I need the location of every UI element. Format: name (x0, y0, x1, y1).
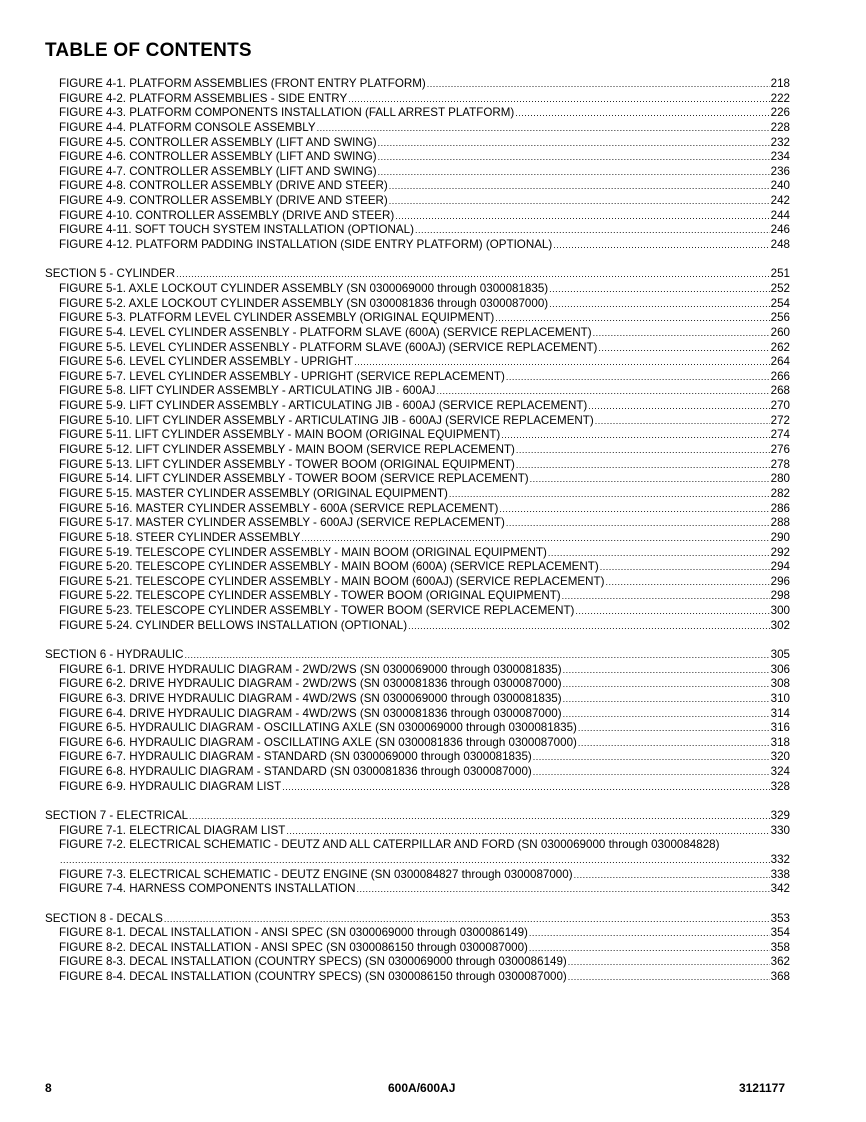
leader-dots (593, 326, 770, 341)
toc-page: 252 (770, 281, 790, 295)
toc-page: 270 (770, 399, 790, 413)
leader-dots (378, 136, 770, 151)
toc-page: 292 (770, 545, 790, 559)
figures-section-7 (45, 824, 790, 897)
leader-dots (595, 414, 770, 429)
toc-entry[interactable] (45, 868, 790, 883)
toc-label: FIGURE 6-2. DRIVE HYDRAULIC DIAGRAM - 2WD/2WS (SN 0300081836 through 0300087000) (59, 677, 562, 691)
toc-label: FIGURE 6-6. HYDRAULIC DIAGRAM - OSCILLATING AXLE (SN 0300081836 through 0300087000) (59, 735, 577, 749)
toc-entry[interactable] (45, 194, 790, 209)
leader-dots (600, 560, 770, 575)
toc-label: FIGURE 4-2. PLATFORM ASSEMBLIES - SIDE ENTRY (59, 91, 348, 105)
toc-page: 242 (770, 194, 790, 208)
toc-entry[interactable] (45, 721, 790, 736)
toc-section-5[interactable] (45, 267, 790, 282)
toc-entry[interactable] (45, 223, 790, 238)
leader-dots (578, 736, 770, 751)
toc-page: 264 (770, 355, 790, 369)
figures-section-5 (45, 282, 790, 633)
toc-page: 251 (770, 267, 790, 281)
toc-page: 342 (770, 882, 790, 896)
toc-entry-7-2-continuation (59, 853, 790, 868)
toc-label: FIGURE 5-4. LEVEL CYLINDER ASSENBLY - PLATFORM SLAVE (600A) (SERVICE REPLACEMENT) (59, 325, 592, 339)
toc-entry[interactable] (45, 106, 790, 121)
toc-label: FIGURE 5-16. MASTER CYLINDER ASSEMBLY - 600A (SERVICE REPLACEMENT) (59, 501, 499, 515)
toc-label: FIGURE 5-3. PLATFORM LEVEL CYLINDER ASSEMBLY (ORIGINAL EQUIPMENT) (59, 311, 495, 325)
leader-dots (563, 663, 770, 678)
toc-page: 306 (770, 662, 790, 676)
toc-label: FIGURE 4-5. CONTROLLER ASSEMBLY (LIFT AND SWING) (59, 135, 377, 149)
toc-label: FIGURE 4-4. PLATFORM CONSOLE ASSEMBLY (59, 120, 316, 134)
leader-dots (553, 238, 769, 253)
toc-entry[interactable] (45, 136, 790, 151)
toc-entry[interactable] (45, 150, 790, 165)
toc-label: FIGURE 6-3. DRIVE HYDRAULIC DIAGRAM - 4WD/2WS (SN 0300069000 through 0300081835) (59, 691, 562, 705)
leader-dots (506, 370, 770, 385)
toc-entry[interactable] (45, 326, 790, 341)
toc-label: FIGURE 5-18. STEER CYLINDER ASSEMBLY (59, 530, 301, 544)
leader-dots (415, 223, 770, 238)
toc-page: 328 (770, 779, 790, 793)
toc-label: FIGURE 5-2. AXLE LOCKOUT CYLINDER ASSEMBLY (SN 0300081836 through 0300087000) (59, 296, 549, 310)
toc-entry[interactable] (45, 560, 790, 575)
toc-entry[interactable] (45, 472, 790, 487)
toc-label: FIGURE 5-22. TELESCOPE CYLINDER ASSEMBLY - TOWER BOOM (ORIGINAL EQUIPMENT) (59, 589, 561, 603)
leader-dots (568, 970, 770, 985)
leader-dots (378, 165, 770, 180)
toc-entry[interactable] (45, 311, 790, 326)
leader-dots (378, 150, 770, 165)
toc-label: FIGURE 5-14. LIFT CYLINDER ASSEMBLY - TOWER BOOM (SERVICE REPLACEMENT) (59, 472, 529, 486)
toc-page: 298 (770, 589, 790, 603)
toc-page: 320 (770, 750, 790, 764)
toc-page: 338 (770, 867, 790, 881)
footer-page-number: 8 (45, 1081, 52, 1095)
toc-label: FIGURE 8-1. DECAL INSTALLATION - ANSI SPEC (SN 0300069000 through 0300086149) (59, 926, 528, 940)
toc-page: 234 (770, 150, 790, 164)
footer-doc-number: 3121177 (738, 1081, 785, 1095)
toc-label: FIGURE 5-20. TELESCOPE CYLINDER ASSEMBLY - MAIN BOOM (600A) (SERVICE REPLACEMENT) (59, 560, 599, 574)
toc-label: FIGURE 6-7. HYDRAULIC DIAGRAM - STANDARD (SN 0300069000 through 0300081835) (59, 750, 532, 764)
toc-label: FIGURE 4-8. CONTROLLER ASSEMBLY (DRIVE AND STEER) (59, 179, 388, 193)
toc-entry[interactable] (45, 282, 790, 297)
toc-page: 308 (770, 677, 790, 691)
toc-entry[interactable] (45, 355, 790, 370)
leader-dots (282, 780, 769, 795)
toc-page: 268 (770, 384, 790, 398)
toc-label: SECTION 8 - DECALS (45, 911, 163, 925)
toc-label: FIGURE 7-3. ELECTRICAL SCHEMATIC - DEUTZ ENGINE (SN 0300084827 through 0300087000) (59, 867, 573, 881)
toc-label: FIGURE 5-23. TELESCOPE CYLINDER ASSEMBLY - TOWER BOOM (SERVICE REPLACEMENT) (59, 604, 575, 618)
toc-label: FIGURE 4-1. PLATFORM ASSEMBLIES (FRONT ENTRY PLATFORM) (59, 77, 426, 90)
toc-entry[interactable] (45, 92, 790, 107)
toc-entry[interactable] (45, 399, 790, 414)
toc-entry[interactable] (45, 780, 790, 795)
toc-page: 286 (770, 501, 790, 515)
leader-dots (578, 721, 770, 736)
toc-page: 272 (770, 413, 790, 427)
toc-label: FIGURE 6-1. DRIVE HYDRAULIC DIAGRAM - 2WD/2WS (SN 0300069000 through 0300081835) (59, 662, 562, 676)
leader-dots (176, 267, 770, 282)
toc-entry[interactable] (45, 297, 790, 312)
toc-label: FIGURE 5-21. TELESCOPE CYLINDER ASSEMBLY - MAIN BOOM (600AJ) (SERVICE REPLACEMENT) (59, 574, 605, 588)
toc-page: 254 (770, 296, 790, 310)
toc-label: FIGURE 4-11. SOFT TOUCH SYSTEM INSTALLATION (OPTIONAL) (59, 223, 414, 237)
toc-entry[interactable] (45, 970, 790, 985)
toc-entry[interactable] (45, 121, 790, 136)
toc-entry[interactable] (45, 77, 790, 92)
toc-entry[interactable] (45, 765, 790, 780)
leader-dots (516, 443, 770, 458)
toc-page: 310 (770, 691, 790, 705)
toc-label: FIGURE 6-8. HYDRAULIC DIAGRAM - STANDARD (SN 0300081836 through 0300087000) (59, 765, 532, 779)
toc-page: 302 (770, 618, 790, 632)
toc-page: 358 (770, 940, 790, 954)
toc-page: 222 (770, 91, 790, 105)
toc-page: 288 (770, 516, 790, 530)
leader-dots (530, 472, 770, 487)
toc-entry[interactable] (45, 619, 790, 634)
leader-dots (529, 926, 770, 941)
toc-label: FIGURE 5-10. LIFT CYLINDER ASSEMBLY - ARTICULATING JIB - 600AJ (SERVICE REPLACEMENT) (59, 413, 594, 427)
toc-label: FIGURE 5-1. AXLE LOCKOUT CYLINDER ASSEMBLY (SN 0300069000 through 0300081835) (59, 281, 549, 295)
toc-entry[interactable] (45, 955, 790, 970)
leader-dots (563, 677, 770, 692)
toc-entry[interactable] (45, 663, 790, 678)
toc-page: 256 (770, 311, 790, 325)
toc-page: 330 (770, 823, 790, 837)
leader-dots (588, 399, 769, 414)
toc-entry[interactable] (45, 341, 790, 356)
toc-page: 314 (770, 706, 790, 720)
leader-dots (515, 106, 769, 121)
toc-label: FIGURE 5-13. LIFT CYLINDER ASSEMBLY - TOWER BOOM (ORIGINAL EQUIPMENT) (59, 457, 515, 471)
toc-page: 232 (770, 135, 790, 149)
toc-page: 290 (770, 530, 790, 544)
toc-label: FIGURE 5-15. MASTER CYLINDER ASSEMBLY (ORIGINAL EQUIPMENT) (59, 486, 448, 500)
toc-entry[interactable] (45, 531, 790, 546)
toc-entry[interactable] (45, 546, 790, 561)
toc-page: 240 (770, 179, 790, 193)
leader-dots (395, 209, 769, 224)
toc-label: FIGURE 8-3. DECAL INSTALLATION (COUNTRY SPECS) (SN 0300069000 through 0300086149) (59, 955, 567, 969)
toc-section-7[interactable] (45, 809, 790, 824)
figures-section-4 (45, 77, 790, 253)
toc-entry[interactable] (45, 179, 790, 194)
toc-entry-7-2[interactable] (45, 838, 790, 867)
leader-dots (60, 853, 770, 868)
toc-label: SECTION 7 - ELECTRICAL (45, 809, 189, 823)
toc-section-6[interactable] (45, 648, 790, 663)
toc-entry[interactable] (45, 589, 790, 604)
leader-dots (563, 707, 770, 722)
toc-page: 354 (770, 926, 790, 940)
toc-page: 305 (770, 647, 790, 661)
toc-entry[interactable] (45, 209, 790, 224)
toc-label: FIGURE 8-4. DECAL INSTALLATION (COUNTRY SPECS) (SN 0300086150 through 0300087000) (59, 970, 567, 984)
toc-entry[interactable] (45, 370, 790, 385)
toc-label: FIGURE 5-5. LEVEL CYLINDER ASSENBLY - PLATFORM SLAVE (600AJ) (SERVICE REPLACEMENT) (59, 340, 598, 354)
footer-model: 600A/600AJ (388, 1081, 456, 1095)
toc-page: 274 (770, 428, 790, 442)
toc-entry-7-1[interactable] (45, 824, 790, 839)
toc-entry[interactable] (45, 502, 790, 517)
toc-label: FIGURE 5-11. LIFT CYLINDER ASSEMBLY - MAIN BOOM (ORIGINAL EQUIPMENT) (59, 428, 501, 442)
leader-dots (427, 77, 770, 92)
leader-dots (189, 809, 770, 824)
toc-entry[interactable] (45, 516, 790, 531)
toc-page: 324 (770, 765, 790, 779)
toc-label: FIGURE 4-12. PLATFORM PADDING INSTALLATION (SIDE ENTRY PLATFORM) (OPTIONAL) (59, 238, 553, 252)
toc-page: 280 (770, 472, 790, 486)
figures-section-7b (45, 868, 790, 897)
toc-entry[interactable] (45, 575, 790, 590)
leader-dots (185, 648, 770, 663)
leader-dots (389, 179, 770, 194)
toc-entry[interactable] (45, 414, 790, 429)
toc-label: FIGURE 5-17. MASTER CYLINDER ASSEMBLY - 600AJ (SERVICE REPLACEMENT) (59, 516, 505, 530)
toc-page: 300 (770, 604, 790, 618)
toc-entry[interactable] (45, 165, 790, 180)
toc-label: FIGURE 4-7. CONTROLLER ASSEMBLY (LIFT AND SWING) (59, 164, 377, 178)
toc-section-8[interactable] (45, 912, 790, 927)
page-footer (45, 1081, 785, 1097)
leader-dots (549, 297, 770, 312)
toc-label: FIGURE 5-7. LEVEL CYLINDER ASSEMBLY - UPRIGHT (SERVICE REPLACEMENT) (59, 369, 505, 383)
toc-label: FIGURE 5-12. LIFT CYLINDER ASSEMBLY - MAIN BOOM (SERVICE REPLACEMENT) (59, 443, 515, 457)
toc-page: 260 (770, 325, 790, 339)
toc-label: FIGURE 8-2. DECAL INSTALLATION - ANSI SPEC (SN 0300086150 through 0300087000) (59, 940, 528, 954)
leader-dots (495, 311, 769, 326)
toc-page: 236 (770, 164, 790, 178)
toc-label: FIGURE 6-9. HYDRAULIC DIAGRAM LIST (59, 779, 282, 793)
toc-entry[interactable] (45, 941, 790, 956)
toc-page: 228 (770, 120, 790, 134)
toc-entry[interactable] (45, 238, 790, 253)
toc-label: FIGURE 5-24. CYLINDER BELLOWS INSTALLATION (OPTIONAL) (59, 618, 408, 632)
leader-dots (449, 487, 770, 502)
leader-dots (354, 355, 769, 370)
leader-dots (529, 941, 770, 956)
toc-label: FIGURE 4-9. CONTROLLER ASSEMBLY (DRIVE AND STEER) (59, 194, 388, 208)
toc-page: 318 (770, 735, 790, 749)
toc-page: 294 (770, 560, 790, 574)
leader-dots (574, 868, 770, 883)
leader-dots (516, 458, 770, 473)
toc-entry[interactable] (45, 926, 790, 941)
toc-label: FIGURE 5-6. LEVEL CYLINDER ASSEMBLY - UPRIGHT (59, 355, 354, 369)
leader-dots (562, 589, 770, 604)
toc-page: 332 (770, 852, 790, 866)
toc-label: FIGURE 4-6. CONTROLLER ASSEMBLY (LIFT AND SWING) (59, 150, 377, 164)
leader-dots (164, 912, 770, 927)
leader-dots (549, 282, 770, 297)
toc-page: 316 (770, 721, 790, 735)
toc-entry[interactable] (45, 692, 790, 707)
figures-section-8 (45, 926, 790, 985)
toc-list (45, 77, 790, 985)
toc-page: 248 (770, 238, 790, 252)
toc-entry[interactable] (45, 428, 790, 443)
toc-label: FIGURE 5-19. TELESCOPE CYLINDER ASSEMBLY - MAIN BOOM (ORIGINAL EQUIPMENT) (59, 545, 547, 559)
figures-section-6 (45, 663, 790, 795)
toc-label: FIGURE 4-3. PLATFORM COMPONENTS INSTALLATION (FALL ARREST PLATFORM) (59, 106, 515, 120)
toc-entry[interactable] (45, 882, 790, 897)
toc-label: FIGURE 7-2. ELECTRICAL SCHEMATIC - DEUTZ AND ALL CATERPILLAR AND FORD (SN 0300069000 through 0300084828) (59, 838, 720, 852)
toc-page: 353 (770, 911, 790, 925)
leader-dots (575, 604, 769, 619)
toc-entry[interactable] (45, 736, 790, 751)
leader-dots (568, 955, 770, 970)
toc-label: FIGURE 6-4. DRIVE HYDRAULIC DIAGRAM - 4WD/2WS (SN 0300081836 through 0300087000) (59, 706, 562, 720)
leader-dots (348, 92, 769, 107)
leader-dots (436, 384, 769, 399)
toc-label: FIGURE 5-9. LIFT CYLINDER ASSEMBLY - ARTICULATING JIB - 600AJ (SERVICE REPLACEMENT) (59, 399, 588, 413)
leader-dots (501, 428, 769, 443)
toc-label: FIGURE 5-8. LIFT CYLINDER ASSEMBLY - ARTICULATING JIB - 600AJ (59, 384, 436, 398)
toc-page: 282 (770, 486, 790, 500)
leader-dots (357, 882, 770, 897)
toc-page: 218 (770, 77, 790, 90)
toc-page: 246 (770, 223, 790, 237)
toc-label: FIGURE 4-10. CONTROLLER ASSEMBLY (DRIVE AND STEER) (59, 208, 395, 222)
toc-page: 362 (770, 955, 790, 969)
toc-entry[interactable] (45, 384, 790, 399)
leader-dots (563, 692, 770, 707)
toc-entry[interactable] (45, 707, 790, 722)
toc-page: 276 (770, 443, 790, 457)
toc-label: FIGURE 7-1. ELECTRICAL DIAGRAM LIST (59, 823, 286, 837)
leader-dots (389, 194, 770, 209)
toc-entry[interactable] (45, 443, 790, 458)
leader-dots (301, 531, 769, 546)
toc-page: 278 (770, 457, 790, 471)
leader-dots (408, 619, 770, 634)
leader-dots (548, 546, 770, 561)
leader-dots (506, 516, 770, 531)
leader-dots (533, 750, 770, 765)
toc-entry[interactable] (45, 677, 790, 692)
leader-dots (499, 502, 769, 517)
leader-dots (605, 575, 769, 590)
toc-page: 296 (770, 574, 790, 588)
leader-dots (317, 121, 770, 136)
toc-label: SECTION 5 - CYLINDER (45, 267, 176, 281)
toc-label: FIGURE 7-4. HARNESS COMPONENTS INSTALLATION (59, 882, 356, 896)
page-title: TABLE OF CONTENTS (45, 40, 252, 61)
toc-entry[interactable] (45, 604, 790, 619)
leader-dots (533, 765, 770, 780)
toc-page: 244 (770, 208, 790, 222)
leader-dots (286, 824, 769, 839)
leader-dots (598, 341, 769, 356)
toc-page: 226 (770, 106, 790, 120)
toc-label: SECTION 6 - HYDRAULIC (45, 647, 184, 661)
toc-page: 329 (770, 809, 790, 823)
toc-label: FIGURE 6-5. HYDRAULIC DIAGRAM - OSCILLATING AXLE (SN 0300069000 through 0300081835) (59, 721, 577, 735)
toc-entry[interactable] (45, 458, 790, 473)
toc-page: 262 (770, 340, 790, 354)
toc-entry[interactable] (45, 487, 790, 502)
toc-page: 266 (770, 369, 790, 383)
toc-entry[interactable] (45, 750, 790, 765)
toc-page: 368 (770, 970, 790, 984)
